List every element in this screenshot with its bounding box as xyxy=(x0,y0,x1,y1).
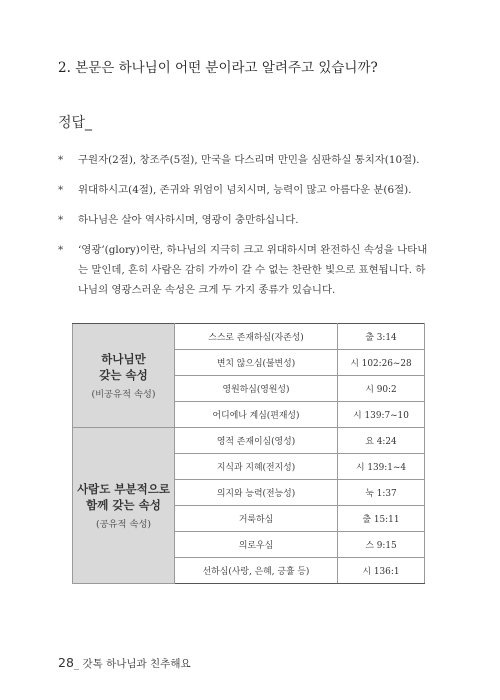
answer-bullet-list xyxy=(58,150,430,308)
page-number-separator: _ xyxy=(73,658,80,670)
scripture-reference-cell: 요 4:24 xyxy=(338,428,425,454)
answer-heading: 정답_ xyxy=(58,115,93,131)
scripture-reference-cell: 출 3:14 xyxy=(338,324,425,350)
scripture-reference-cell: 출 15:11 xyxy=(338,506,425,532)
book-title: 갓톡 하나님과 친추해요 xyxy=(79,658,191,670)
bullet-mark: * xyxy=(58,214,64,226)
attribute-group-title: 하나님만 갖는 속성 xyxy=(99,352,148,382)
attribute-name-cell: 의로우심 xyxy=(175,532,338,558)
bullet-text: 위대하시고(4절), 존귀와 위엄이 넘치시며, 능력이 많고 아름다운 분(6절). xyxy=(78,184,412,196)
attribute-name-cell: 영원하심(영원성) xyxy=(175,376,338,402)
page-number: 28 xyxy=(58,655,74,670)
attribute-group-subtitle: (비공유적 속성) xyxy=(91,389,156,400)
attribute-name-cell: 선하심(사랑, 은혜, 긍휼 등) xyxy=(175,558,338,584)
bullet-item xyxy=(58,150,430,170)
scripture-reference-cell: 눅 1:37 xyxy=(338,480,425,506)
attribute-name-cell: 거룩하심 xyxy=(175,506,338,532)
attribute-name-cell: 영적 존재이심(영성) xyxy=(175,428,338,454)
scripture-reference-cell: 스 9:15 xyxy=(338,532,425,558)
bullet-mark: * xyxy=(58,154,64,166)
attribute-group-subtitle: (공유적 속성) xyxy=(95,519,152,530)
bullet-mark: * xyxy=(58,184,64,196)
attribute-group-cell xyxy=(73,428,175,584)
bullet-item xyxy=(58,210,430,230)
attribute-name-cell: 스스로 존재하심(자존성) xyxy=(175,324,338,350)
bullet-text: ‘영광’(glory)이란, 하나님의 지극히 크고 위대하시며 완전하신 속성을 나타내는 말인데, 흔히 사람은 감히 가까이 갈 수 없는 찬란한 빛으로 표현됩니다. 하나님의 영광스러운 속성은 크게 두 가지 종류가 있습니다. xyxy=(78,244,428,296)
question-heading: 2. 본문은 하나님이 어떤 분이라고 알려주고 있습니까? xyxy=(58,60,378,76)
attribute-name-cell: 의지와 능력(전능성) xyxy=(175,480,338,506)
scripture-reference-cell: 시 136:1 xyxy=(338,558,425,584)
bullet-item xyxy=(58,180,430,200)
attribute-name-cell: 어디에나 계심(편재성) xyxy=(175,402,338,428)
attribute-name-cell: 변치 않으심(불변성) xyxy=(175,350,338,376)
attribute-group-title: 사람도 부분적으로 함께 갖는 속성 xyxy=(77,482,170,512)
bullet-item xyxy=(58,240,430,300)
table-row xyxy=(73,324,425,350)
scripture-reference-cell: 시 102:26~28 xyxy=(338,350,425,376)
bullet-text: 하나님은 살아 역사하시며, 영광이 충만하십니다. xyxy=(78,214,299,226)
table-row xyxy=(73,428,425,454)
attribute-name-cell: 지식과 지혜(전지성) xyxy=(175,454,338,480)
page-footer xyxy=(58,655,191,671)
attributes-table xyxy=(72,323,425,584)
scripture-reference-cell: 시 139:7~10 xyxy=(338,402,425,428)
scripture-reference-cell: 시 139:1~4 xyxy=(338,454,425,480)
bullet-text: 구원자(2절), 창조주(5절), 만국을 다스리며 만민을 심판하실 통치자(10절). xyxy=(78,154,420,166)
bullet-mark: * xyxy=(58,244,64,256)
scripture-reference-cell: 시 90:2 xyxy=(338,376,425,402)
attribute-group-cell xyxy=(73,324,175,428)
